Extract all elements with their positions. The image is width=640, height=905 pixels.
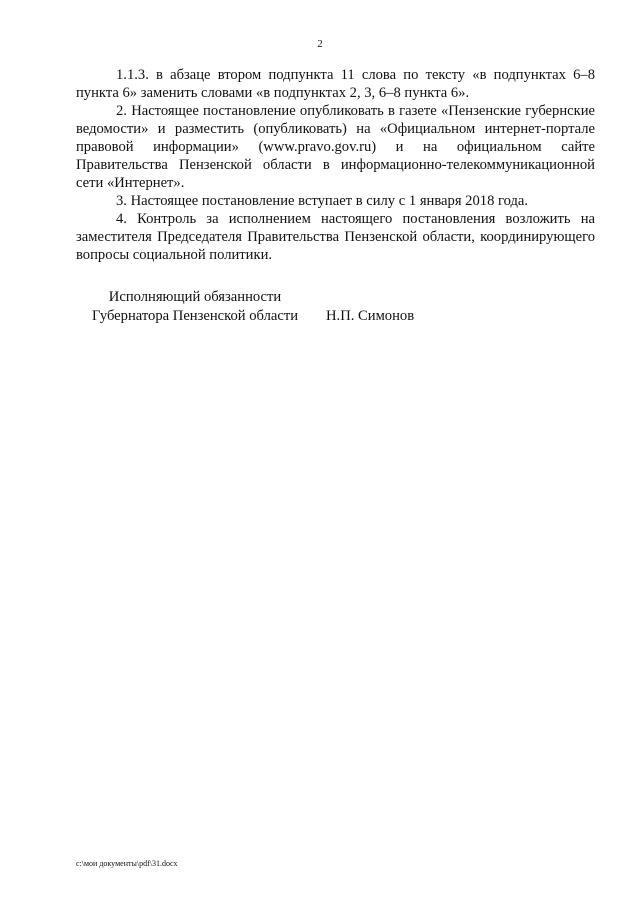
paragraph-4: 4. Контроль за исполнением настоящего постановления возложить на заместителя Председателя Правительства Пензенской области, координирующего вопросы социальной политики. (76, 211, 595, 263)
paragraph-2: 2. Настоящее постановление опубликовать в газете «Пензенские губернские ведомости» и разместить (опубликовать) на «Официальном интернет-портале правовой информации» (www.pravo.gov.ru) и на официальном сайте Правительства Пензенской области в информационно-телекоммуникационной сети «Интернет». (76, 103, 595, 191)
document-body (76, 66, 595, 264)
paragraph-1-1-3: 1.1.3. в абзаце втором подпункта 11 слова по тексту «в подпунктах 6–8 пункта 6» заменить словами «в подпунктах 2, 3, 6–8 пункта 6». (76, 67, 595, 101)
signatory-position (80, 288, 310, 326)
signatory-name: Н.П. Симонов (326, 308, 415, 324)
signatory-position-line-2: Губернатора Пензенской области (91, 308, 299, 324)
page-number: 2 (317, 38, 323, 50)
paragraph-3: 3. Настоящее постановление вступает в силу с 1 января 2018 года. (116, 193, 529, 209)
signatory-position-line-1: Исполняющий обязанности (108, 289, 282, 305)
footer-file-path: c:\мои документы\pdf\31.docx (76, 859, 178, 868)
